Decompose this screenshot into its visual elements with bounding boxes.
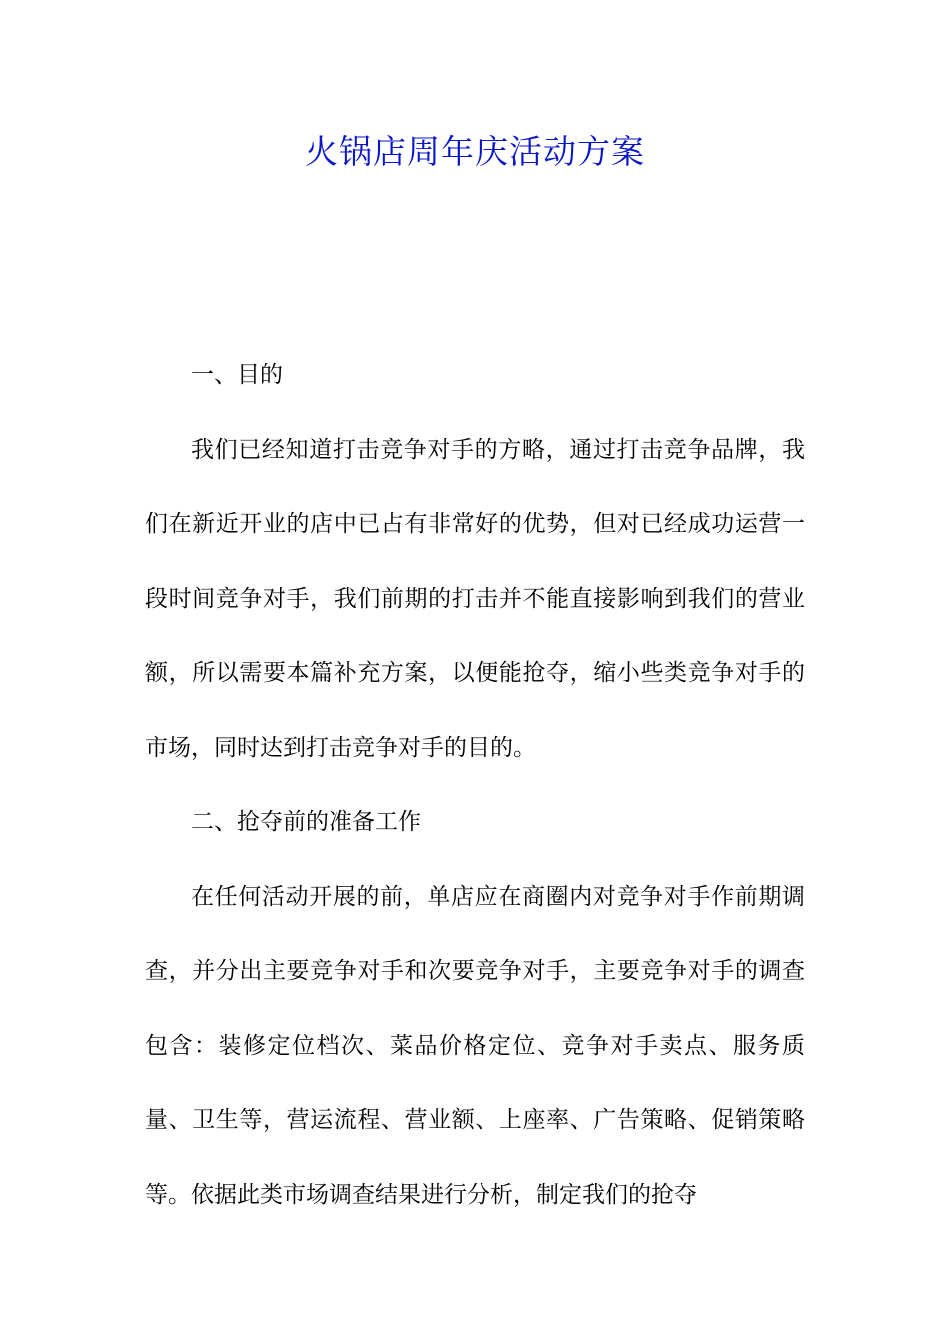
section-paragraph-purpose: 我们已经知道打击竞争对手的方略，通过打击竞争品牌，我们在新近开业的店中已占有非常好的优势，但对已经成功运营一段时间竞争对手，我们前期的打击并不能直接影响到我们的营业额，所以需要本篇补充方案，以便能抢夺，缩小些类竞争对手的市场，同时达到打击竞争对手的目的。 <box>145 436 805 761</box>
section-heading-preparation: 二、抢夺前的准备工作 <box>191 809 421 835</box>
section-paragraph-preparation: 在任何活动开展的前，单店应在商圈内对竞争对手作前期调查，并分出主要竞争对手和次要竞争对手，主要竞争对手的调查包含：装修定位档次、菜品价格定位、竞争对手卖点、服务质量、卫生等，营运流程、营业额、上座率、广告策略、促销策略等。依据此类市场调查结果进行分析，制定我们的抢夺 <box>145 883 805 1208</box>
document-title: 火锅店周年庆活动方案 <box>305 132 645 171</box>
section-heading-purpose: 一、目的 <box>191 362 283 388</box>
document-body <box>145 338 805 1232</box>
